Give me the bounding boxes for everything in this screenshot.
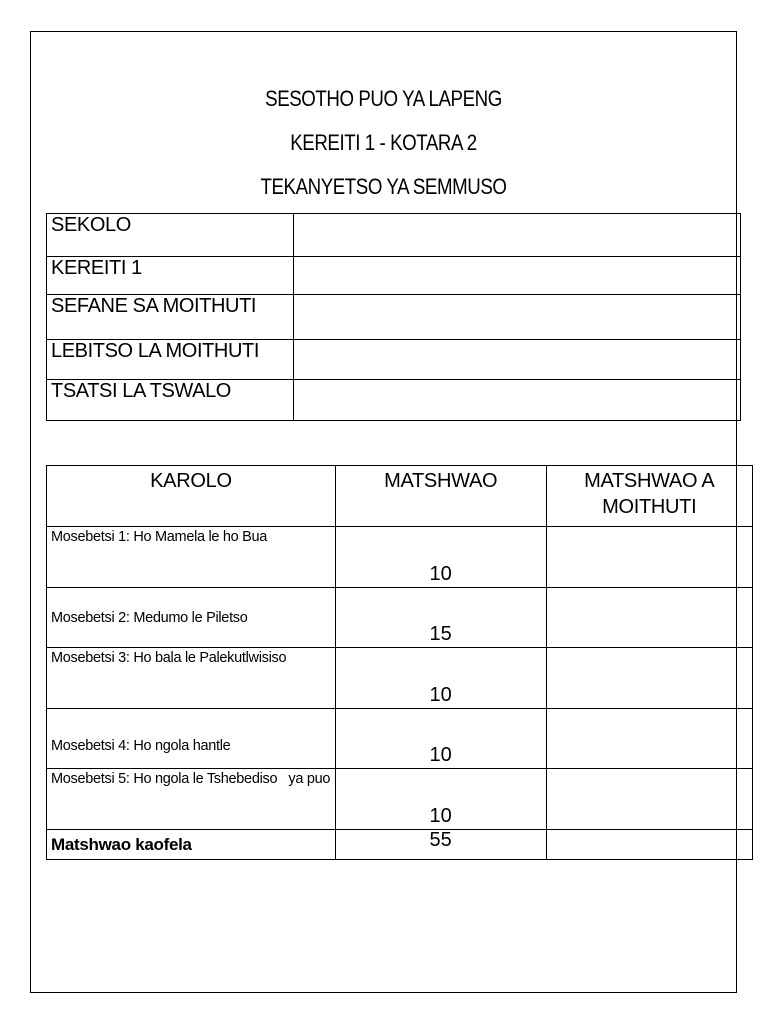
info-label: SEFANE SA MOITHUTI xyxy=(47,295,294,340)
column-header-learner-marks: MATSHWAO A MOITHUTI xyxy=(546,466,753,527)
task-max-marks: 15 xyxy=(335,588,546,648)
learner-marks-field[interactable] xyxy=(546,709,753,769)
task-label: Mosebetsi 4: Ho ngola hantle xyxy=(47,709,336,769)
task-label: Mosebetsi 3: Ho bala le Palekutlwisiso xyxy=(47,648,336,709)
table-row xyxy=(47,709,753,769)
total-row xyxy=(47,830,753,860)
info-row-name xyxy=(47,340,741,380)
marks-table xyxy=(46,465,753,860)
info-value-field[interactable] xyxy=(294,380,741,421)
learner-marks-field[interactable] xyxy=(546,527,753,588)
task-max-marks: 10 xyxy=(335,709,546,769)
grade-term-title: KEREITI 1 - KOTARA 2 xyxy=(290,130,477,155)
learner-total-field[interactable] xyxy=(546,830,753,860)
info-row-surname xyxy=(47,295,741,340)
task-max-marks: 10 xyxy=(335,527,546,588)
learner-info-table xyxy=(46,213,741,421)
learner-marks-field[interactable] xyxy=(546,769,753,830)
info-value-field[interactable] xyxy=(294,340,741,380)
marks-header-row xyxy=(47,466,753,527)
task-max-marks: 10 xyxy=(335,648,546,709)
subject-title: SESOTHO PUO YA LAPENG xyxy=(265,86,502,111)
task-label: Mosebetsi 1: Ho Mamela le ho Bua xyxy=(47,527,336,588)
table-row xyxy=(47,527,753,588)
info-value-field[interactable] xyxy=(294,214,741,257)
info-row-school xyxy=(47,214,741,257)
task-max-marks: 10 xyxy=(335,769,546,830)
column-header-marks: MATSHWAO xyxy=(335,466,546,527)
info-row-grade xyxy=(47,257,741,295)
info-label: KEREITI 1 xyxy=(47,257,294,295)
total-label: Matshwao kaofela xyxy=(47,830,336,860)
title-block xyxy=(31,84,736,216)
total-max-marks: 55 xyxy=(335,830,546,860)
info-label: LEBITSO LA MOITHUTI xyxy=(47,340,294,380)
assessment-title: TEKANYETSO YA SEMMUSO xyxy=(260,174,507,199)
learner-marks-field[interactable] xyxy=(546,648,753,709)
document-page xyxy=(30,31,737,993)
table-row xyxy=(47,648,753,709)
info-row-birthdate xyxy=(47,380,741,421)
column-header-section: KAROLO xyxy=(47,466,336,527)
info-value-field[interactable] xyxy=(294,257,741,295)
task-label: Mosebetsi 5: Ho ngola le Tshebediso ya puo xyxy=(47,769,336,830)
task-label: Mosebetsi 2: Medumo le Piletso xyxy=(47,588,336,648)
learner-marks-field[interactable] xyxy=(546,588,753,648)
info-label: SEKOLO xyxy=(47,214,294,257)
table-row xyxy=(47,588,753,648)
info-value-field[interactable] xyxy=(294,295,741,340)
info-label: TSATSI LA TSWALO xyxy=(47,380,294,421)
table-row xyxy=(47,769,753,830)
